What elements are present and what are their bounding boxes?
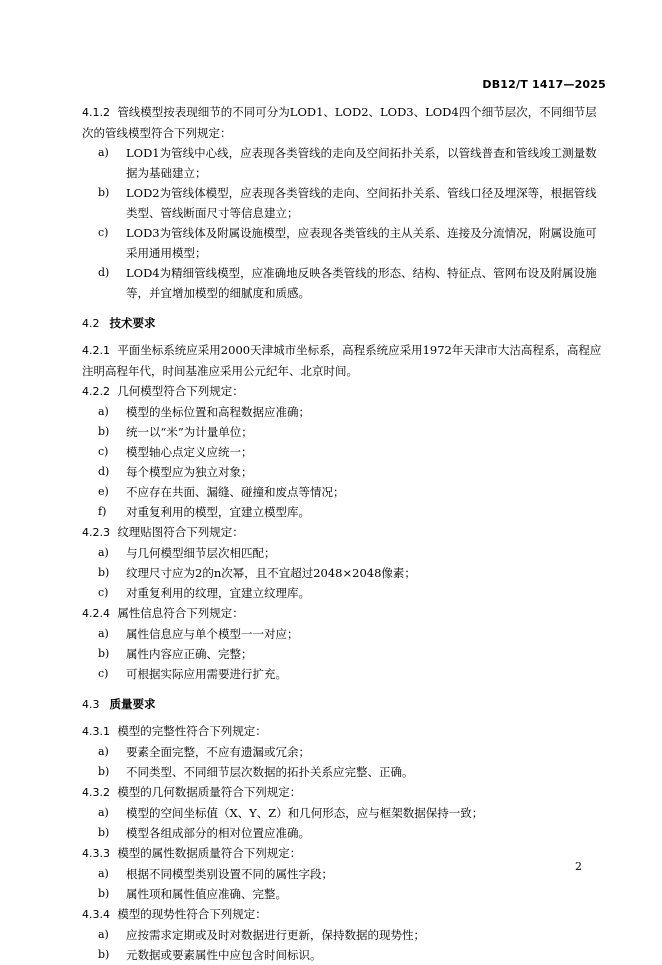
clause-text: 模型的几何数据质量符合下列规定：: [117, 785, 302, 799]
list-item-text: 模型的空间坐标值（X、Y、Z）和几何形态，应与框架数据保持一致；: [126, 806, 484, 820]
section-number: 4.2: [82, 317, 100, 330]
list-marker: a): [98, 546, 109, 559]
list-item-text: 模型各组成部分的相对位置应准确。: [126, 826, 310, 840]
list-item: [82, 583, 604, 603]
clause-text: 属性信息符合下列规定：: [117, 606, 244, 620]
list-item: [82, 742, 604, 762]
list-item: [82, 664, 604, 684]
list-item-text: 元数据或要素属性中应包含时间标识。: [126, 948, 322, 962]
clause-text: 管线模型按表现细节的不同可分为LOD1、LOD2、LOD3、LOD4四个细节层次，不同细节层次的管线模型符合下列规定：: [82, 105, 597, 140]
clause-number: 4.2.4: [82, 607, 110, 620]
clause-number: 4.3.2: [82, 786, 110, 799]
list-item-text: LOD3为管线体及附属设施模型，应表现各类管线的主从关系、连接及分流情况，附属设施可采用通用模型；: [126, 226, 597, 260]
list-item-text: 与几何模型细节层次相匹配；: [126, 546, 276, 560]
list-marker: a): [98, 806, 109, 819]
list-item-text: 不应存在共面、漏缝、碰撞和废点等情况；: [126, 485, 345, 499]
list-marker: c): [98, 667, 109, 680]
clause-4-1-2: [82, 102, 604, 143]
list-marker: c): [98, 226, 109, 239]
list-item: [82, 422, 604, 442]
list-item: [82, 864, 604, 884]
clause-4-2-1: [82, 340, 604, 381]
list-item-text: 对重复利用的纹理，宜建立纹理库。: [126, 586, 310, 600]
clause-number: 4.3.3: [82, 847, 110, 860]
list-item: [82, 263, 604, 303]
clause-4-2-2: [82, 381, 604, 402]
clause-number: 4.3.1: [82, 725, 110, 738]
list-item: [82, 183, 604, 223]
clause-number: 4.1.2: [82, 106, 110, 119]
list-marker: b): [98, 765, 110, 778]
clause-number: 4.3.4: [82, 908, 110, 921]
list-item-text: 对重复利用的模型，宜建立模型库。: [126, 505, 310, 519]
list-item-text: LOD2为管线体模型，应表现各类管线的走向、空间拓扑关系、管线口径及埋深等，根据管线类型、管线断面尺寸等信息建立；: [126, 186, 597, 220]
list-item-text: 应按需求定期或及时对数据进行更新，保持数据的现势性；: [126, 928, 425, 942]
list-marker: b): [98, 566, 110, 579]
document-code: DB12/T 1417—2025: [482, 78, 606, 91]
list-marker: a): [98, 867, 109, 880]
list-marker: d): [98, 266, 110, 279]
list-item: [82, 884, 604, 904]
list-marker: c): [98, 445, 109, 458]
list-item: [82, 925, 604, 945]
document-body: [82, 102, 604, 965]
page-number: 2: [575, 860, 582, 873]
list-marker: a): [98, 627, 109, 640]
clause-text: 平面坐标系统应采用2000天津城市坐标系，高程系统应采用1972年天津市大沽高程系，高程应注明高程年代，时间基准应采用公元纪年、北京时间。: [82, 343, 602, 378]
list-item-text: 纹理尺寸应为2的n次幂，且不宜超过2048×2048像素；: [126, 566, 416, 580]
list-item: [82, 442, 604, 462]
clause-number: 4.2.3: [82, 526, 110, 539]
list-item-text: 不同类型、不同细节层次数据的拓扑关系应完整、正确。: [126, 765, 414, 779]
list-item: [82, 223, 604, 263]
list-marker: a): [98, 146, 109, 159]
list-item: [82, 502, 604, 522]
list-item: [82, 402, 604, 422]
list-item-text: 根据不同模型类别设置不同的属性字段；: [126, 867, 333, 881]
list-marker: b): [98, 948, 110, 961]
clause-4-2-4: [82, 603, 604, 624]
list-marker: a): [98, 745, 109, 758]
list-marker: f): [98, 505, 107, 518]
list-item-text: 属性项和属性值应准确、完整。: [126, 887, 287, 901]
list-item: [82, 482, 604, 502]
list-item: [82, 543, 604, 563]
list-marker: b): [98, 887, 110, 900]
clause-text: 几何模型符合下列规定：: [117, 384, 244, 398]
clause-4-3-1: [82, 721, 604, 742]
list-marker: b): [98, 186, 110, 199]
list-item-text: 属性信息应与单个模型一一对应；: [126, 627, 299, 641]
section-title: 技术要求: [109, 316, 156, 330]
list-marker: b): [98, 425, 110, 438]
list-item-text: LOD1为管线中心线，应表现各类管线的走向及空间拓扑关系，以管线普查和管线竣工测量数据为基础建立；: [126, 146, 597, 180]
list-item-text: 要素全面完整，不应有遗漏或冗余；: [126, 745, 310, 759]
list-item: [82, 762, 604, 782]
clause-4-3-3: [82, 843, 604, 864]
list-item: [82, 803, 604, 823]
section-title: 质量要求: [109, 697, 156, 711]
list-item: [82, 563, 604, 583]
list-marker: b): [98, 647, 110, 660]
list-item-text: 统一以“米”为计量单位；: [126, 425, 253, 439]
list-marker: a): [98, 405, 109, 418]
list-item-text: 可根据实际应用需要进行扩充。: [126, 667, 287, 681]
clause-4-2-3: [82, 522, 604, 543]
clause-number: 4.2.2: [82, 385, 110, 398]
section-heading-4-3: [82, 694, 604, 715]
list-item: [82, 624, 604, 644]
clause-4-3-2: [82, 782, 604, 803]
clause-text: 模型的完整性符合下列规定：: [117, 724, 267, 738]
list-item: [82, 945, 604, 965]
clause-4-3-4: [82, 904, 604, 925]
list-item: [82, 823, 604, 843]
list-marker: c): [98, 586, 109, 599]
section-number: 4.3: [82, 698, 100, 711]
list-marker: e): [98, 485, 109, 498]
section-heading-4-2: [82, 313, 604, 334]
list-item-text: 每个模型应为独立对象；: [126, 465, 253, 479]
list-marker: d): [98, 465, 110, 478]
list-item: [82, 143, 604, 183]
list-item: [82, 644, 604, 664]
list-marker: b): [98, 826, 110, 839]
list-marker: a): [98, 928, 109, 941]
clause-text: 模型的现势性符合下列规定：: [117, 907, 267, 921]
clause-text: 模型的属性数据质量符合下列规定：: [117, 846, 302, 860]
list-item-text: 模型轴心点定义应统一；: [126, 445, 253, 459]
clause-number: 4.2.1: [82, 344, 110, 357]
list-item-text: 模型的坐标位置和高程数据应准确；: [126, 405, 310, 419]
list-item-text: LOD4为精细管线模型，应准确地反映各类管线的形态、结构、特征点、管网布设及附属设施等，并宜增加模型的细腻度和质感。: [126, 266, 597, 300]
list-item: [82, 462, 604, 482]
clause-text: 纹理贴图符合下列规定：: [117, 525, 244, 539]
list-item-text: 属性内容应正确、完整；: [126, 647, 253, 661]
